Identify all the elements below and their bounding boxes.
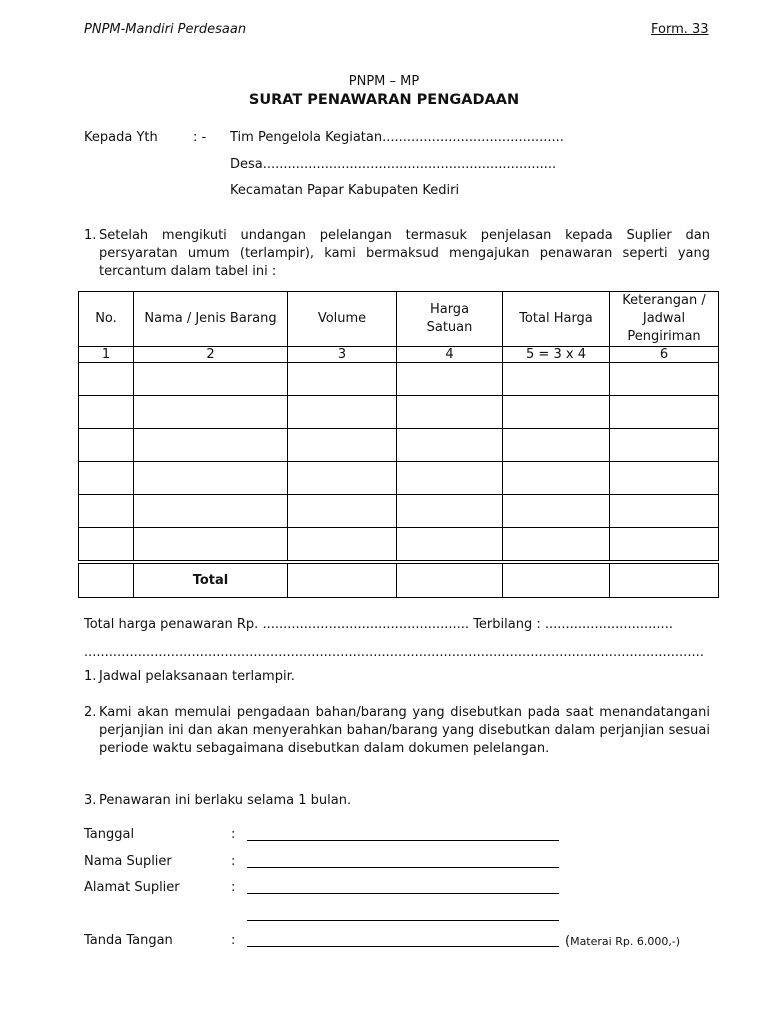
table-cell[interactable] [503,396,610,429]
program-name: PNPM-Mandiri Perdesaan [84,22,247,37]
recipient-line-2: Desa....................................................................... [230,157,557,172]
paragraph-1 [84,227,710,281]
paragraph-1-text: Setelah mengikuti undangan pelelangan termasuk penjelasan kepada Suplier dan persyaratan umum (terlampir), kami bermaksud mengajukan penawaran seperti yang tercantum dalam tabel ini : [99,228,710,279]
field-colon: : [231,880,236,895]
title-line1: PNPM – MP [348,74,420,89]
index-cell: 4 [397,347,503,363]
table-total-row [79,562,719,598]
col-header-no: No. [79,292,134,347]
index-cell: 3 [288,347,397,363]
table-cell[interactable] [610,528,719,563]
index-cell: 6 [610,347,719,363]
date-blank-line[interactable] [247,840,559,841]
item-1-text: Jadwal pelaksanaan terlampir. [99,669,295,684]
field-label: Tanggal [84,827,135,842]
table-cell[interactable] [503,528,610,563]
field-colon: : [231,933,236,948]
field-label: Tanda Tangan [84,933,173,948]
table-cell[interactable] [610,363,719,396]
table-cell[interactable] [288,462,397,495]
item-3-text: Penawaran ini berlaku selama 1 bulan. [99,793,352,808]
table-cell[interactable] [610,562,719,598]
col-header-item: Nama / Jenis Barang [134,292,288,347]
field-colon: : [231,854,236,869]
index-cell: 1 [79,347,134,363]
field-tanda-tangan [84,933,236,948]
table-cell[interactable] [397,462,503,495]
table-row [79,396,719,429]
table-index-row [79,347,719,363]
field-label: Alamat Suplier [84,880,180,895]
table-cell[interactable] [79,528,134,563]
table-cell[interactable] [397,429,503,462]
table-row [79,462,719,495]
table-cell[interactable] [397,495,503,528]
col-header-unit-price: Harga Satuan [397,292,503,347]
table-cell[interactable] [134,429,288,462]
table-cell[interactable] [610,429,719,462]
table-cell[interactable] [610,462,719,495]
supplier-address-blank-line[interactable] [247,893,559,894]
col-header-notes: Keterangan / Jadwal Pengiriman [610,292,719,347]
item-2-number: 2. [84,705,97,720]
recipient-line-3: Kecamatan Papar Kabupaten Kediri [230,183,460,198]
form-number: Form. 33 [651,22,709,37]
recipient-label: Kepada Yth [84,130,158,145]
item-2 [84,704,710,758]
table-cell[interactable] [503,363,610,396]
supplier-name-blank-line[interactable] [247,867,559,868]
index-cell: 5 = 3 x 4 [503,347,610,363]
materai-note [565,934,680,949]
field-label: Nama Suplier [84,854,172,869]
item-1 [84,668,710,686]
table-row [79,429,719,462]
table-row [79,363,719,396]
table-cell[interactable] [288,562,397,598]
item-2-text: Kami akan memulai pengadaan bahan/barang yang disebutkan pada saat menandatangani perjanjian ini dan akan menyerahkan bahan/barang yang disebutkan dalam perjanjian sesuai periode waktu sebagaimana disebutkan dalam dokumen pelelangan. [99,705,710,756]
table-cell[interactable] [397,396,503,429]
table-cell[interactable] [610,396,719,429]
table-cell[interactable] [134,495,288,528]
table-cell[interactable] [79,363,134,396]
table-cell[interactable] [134,462,288,495]
table-cell[interactable] [134,363,288,396]
table-cell[interactable] [79,396,134,429]
table-cell[interactable] [503,462,610,495]
materai-paren: ( [565,934,571,949]
table-cell[interactable] [79,429,134,462]
col-header-volume: Volume [288,292,397,347]
total-price-cell[interactable] [503,562,610,598]
table-cell[interactable] [79,495,134,528]
table-cell[interactable] [79,562,134,598]
table-cell[interactable] [79,462,134,495]
table-cell[interactable] [397,363,503,396]
table-cell[interactable] [397,562,503,598]
field-nama-suplier [84,854,236,869]
table-header-row [79,292,719,347]
field-tanggal [84,827,236,842]
table-cell[interactable] [288,528,397,563]
paragraph-1-number: 1. [84,228,97,243]
item-1-number: 1. [84,669,97,684]
amount-in-words-line: ...................................................................................................................................................... [84,645,704,660]
index-cell: 2 [134,347,288,363]
field-alamat-suplier [84,880,236,895]
table-cell[interactable] [503,429,610,462]
table-row [79,495,719,528]
table-cell[interactable] [288,396,397,429]
item-3-number: 3. [84,793,97,808]
table-row [79,528,719,563]
table-cell[interactable] [397,528,503,563]
table-cell[interactable] [134,396,288,429]
table-cell[interactable] [610,495,719,528]
table-cell[interactable] [134,528,288,563]
total-offer-line: Total harga penawaran Rp. .................................................. Terbilang : ............................... [84,617,673,632]
supplier-address-blank-line-2[interactable] [247,920,559,921]
total-label: Total [134,562,288,598]
table-cell[interactable] [288,495,397,528]
table-cell[interactable] [288,429,397,462]
field-colon: : [231,827,236,842]
table-cell[interactable] [288,363,397,396]
document-title: SURAT PENAWARAN PENGADAAN [248,92,520,108]
item-3 [84,792,710,810]
recipient-separator: : - [193,130,207,145]
signature-blank-line[interactable] [247,946,559,947]
offer-table [78,291,719,598]
recipient-line-1: Tim Pengelola Kegiatan............................................ [230,130,564,145]
materai-text: Materai Rp. 6.000,-) [570,935,681,948]
table-cell[interactable] [503,495,610,528]
col-header-total-price: Total Harga [503,292,610,347]
